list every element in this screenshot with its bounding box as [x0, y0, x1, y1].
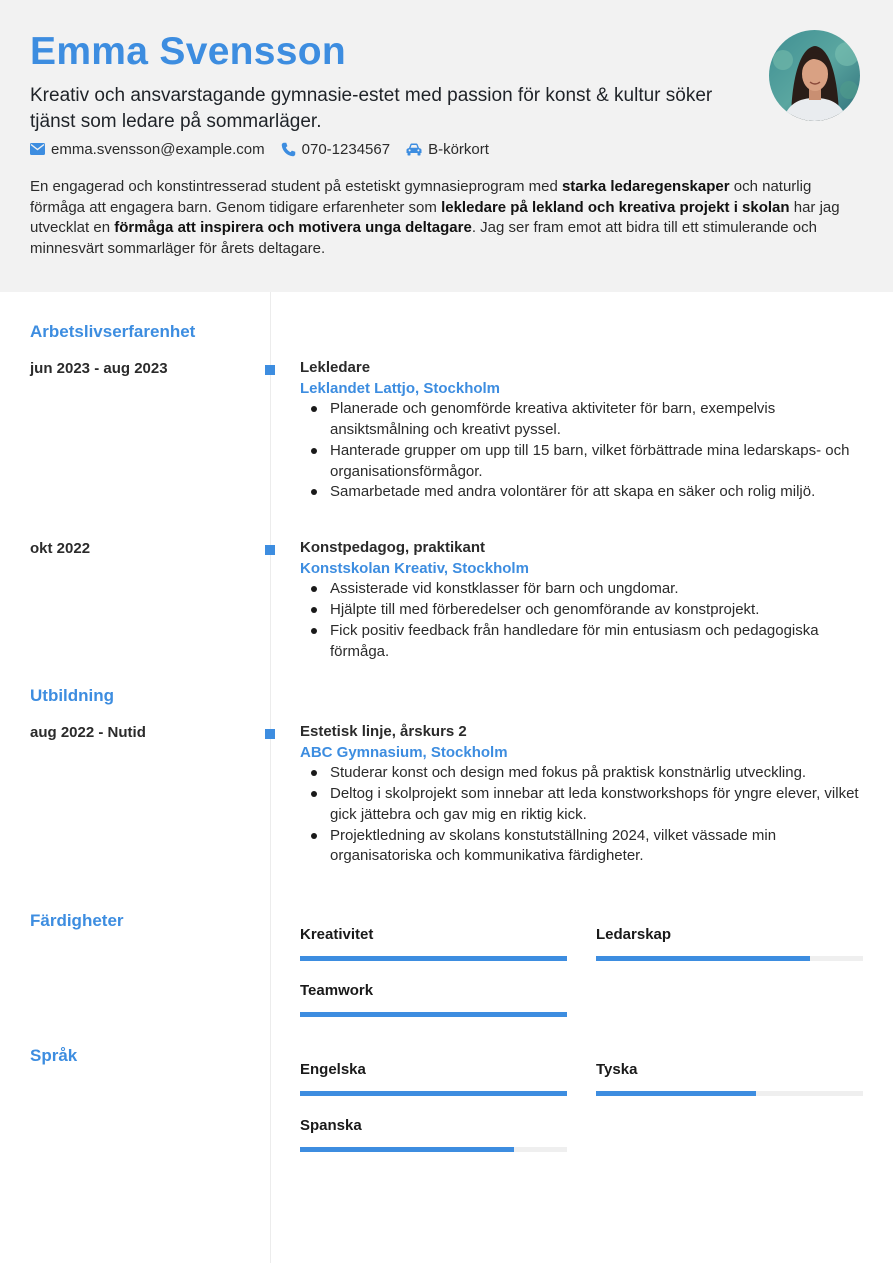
summary-highlight: starka ledaregenskaper	[561, 178, 730, 195]
entry-role: Konstpedagog, praktikant	[300, 539, 486, 556]
license-text: B-körkort	[428, 140, 489, 158]
language-level-fill	[300, 1147, 514, 1152]
summary-text: En engagerad och konstintresserad student på estetiskt gymnasieprogram med	[30, 178, 562, 195]
skill-name: Ledarskap	[596, 926, 672, 943]
list-item: Projektledning av skolans konstutställning 2024, vilket vässade min organisatoriska och kommunikativa färdigheter.	[300, 826, 865, 867]
skill-level-fill	[596, 956, 810, 961]
summary-text: och naturlig förmåga att engagera barn. Genom tidigare erfarenheter som	[30, 178, 812, 216]
section-title-languages: Språk	[30, 1046, 78, 1065]
list-item: Hanterade grupper om upp till 15 barn, vilket förbättrade mina ledarskaps- och organisationsförmågor.	[300, 441, 865, 482]
language-name: Engelska	[300, 1061, 366, 1078]
entry-bullets	[300, 763, 865, 867]
summary-text: . Jag ser fram emot att bidra till ett stimulerande och minnesvärt sommarläger för årets deltagare.	[30, 219, 817, 258]
summary-highlight: lekledare på lekland och kreativa projekt i skolan	[441, 198, 790, 216]
skill-item	[300, 926, 567, 961]
language-name: Tyska	[596, 1061, 638, 1078]
email-text: emma.svensson@example.com	[51, 140, 265, 158]
entry-organization: Leklandet Lattjo, Stockholm	[300, 379, 501, 397]
experience-entry	[300, 358, 865, 503]
list-item: Deltog i skolprojekt som innebar att leda konstworkshops för yngre elever, vilket gick jättebra och gav mig en riktig kick.	[300, 784, 865, 825]
contact-phone[interactable]	[281, 141, 390, 158]
section-title-skills: Färdigheter	[30, 911, 124, 930]
resume-header	[0, 0, 893, 292]
list-item: Studerar konst och design med fokus på praktisk konstnärlig utveckling.	[300, 763, 865, 784]
list-item: Hjälpte till med förberedelser och genomförande av konstprojekt.	[300, 600, 865, 621]
profile-summary	[30, 177, 865, 260]
language-level-bar	[596, 1091, 863, 1096]
entry-role: Estetisk linje, årskurs 2	[300, 723, 467, 740]
language-item	[300, 1117, 567, 1152]
entry-date: aug 2022 - Nutid	[30, 724, 146, 741]
avatar	[769, 30, 860, 121]
contact-row	[30, 139, 505, 159]
timeline-marker	[265, 729, 275, 739]
entry-date: jun 2023 - aug 2023	[30, 360, 168, 377]
phone-text: 070-1234567	[301, 140, 391, 158]
skill-level-fill	[300, 1012, 567, 1017]
language-level-bar	[300, 1147, 567, 1152]
entry-organization: Konstskolan Kreativ, Stockholm	[300, 559, 529, 577]
skill-name: Teamwork	[300, 982, 374, 999]
list-item: Fick positiv feedback från handledare för min entusiasm och pedagogiska förmåga.	[300, 621, 865, 662]
language-level-fill	[300, 1091, 567, 1096]
column-divider	[270, 292, 271, 1263]
section-title-experience: Arbetslivserfarenhet	[30, 322, 196, 341]
timeline-marker	[265, 545, 275, 555]
entry-date: okt 2022	[30, 540, 91, 557]
language-level-bar	[300, 1091, 567, 1096]
list-item: Planerade och genomförde kreativa aktiviteter för barn, exempelvis ansiktsmålning och kreativt pyssel.	[300, 399, 865, 440]
entry-bullets	[300, 579, 865, 662]
language-name: Spanska	[300, 1117, 362, 1134]
list-item: Assisterade vid konstklasser för barn och ungdomar.	[300, 579, 865, 600]
contact-license	[406, 141, 489, 158]
experience-entry	[300, 538, 865, 662]
summary-text: har jag utvecklat en	[30, 198, 840, 237]
skill-level-bar	[300, 956, 567, 961]
summary-highlight: förmåga att inspirera och motivera unga deltagare	[114, 219, 472, 237]
list-item: Samarbetade med andra volontärer för att skapa en säker och rolig miljö.	[300, 482, 865, 503]
entry-organization: ABC Gymnasium, Stockholm	[300, 743, 508, 761]
timeline-marker	[265, 365, 275, 375]
language-item	[300, 1061, 567, 1096]
skill-level-bar	[596, 956, 863, 961]
envelope-icon	[30, 143, 45, 155]
language-item	[596, 1061, 863, 1096]
skill-item	[596, 926, 863, 961]
candidate-name: Emma Svensson	[30, 30, 347, 73]
skill-level-fill	[300, 956, 567, 961]
skill-item	[300, 982, 567, 1017]
skill-name: Kreativitet	[300, 926, 374, 943]
language-level-fill	[596, 1091, 756, 1096]
skill-level-bar	[300, 1012, 567, 1017]
section-title-education: Utbildning	[30, 686, 115, 705]
entry-role: Lekledare	[300, 359, 371, 376]
tagline: Kreativ och ansvarstagande gymnasie-estet med passion för konst & kultur söker tjänst som ledare på sommarläger.	[30, 85, 713, 132]
profile-photo	[769, 30, 860, 121]
phone-icon	[281, 142, 296, 157]
car-icon	[406, 143, 422, 156]
education-entry	[300, 722, 865, 867]
entry-bullets	[300, 399, 865, 503]
contact-email[interactable]	[30, 141, 265, 158]
